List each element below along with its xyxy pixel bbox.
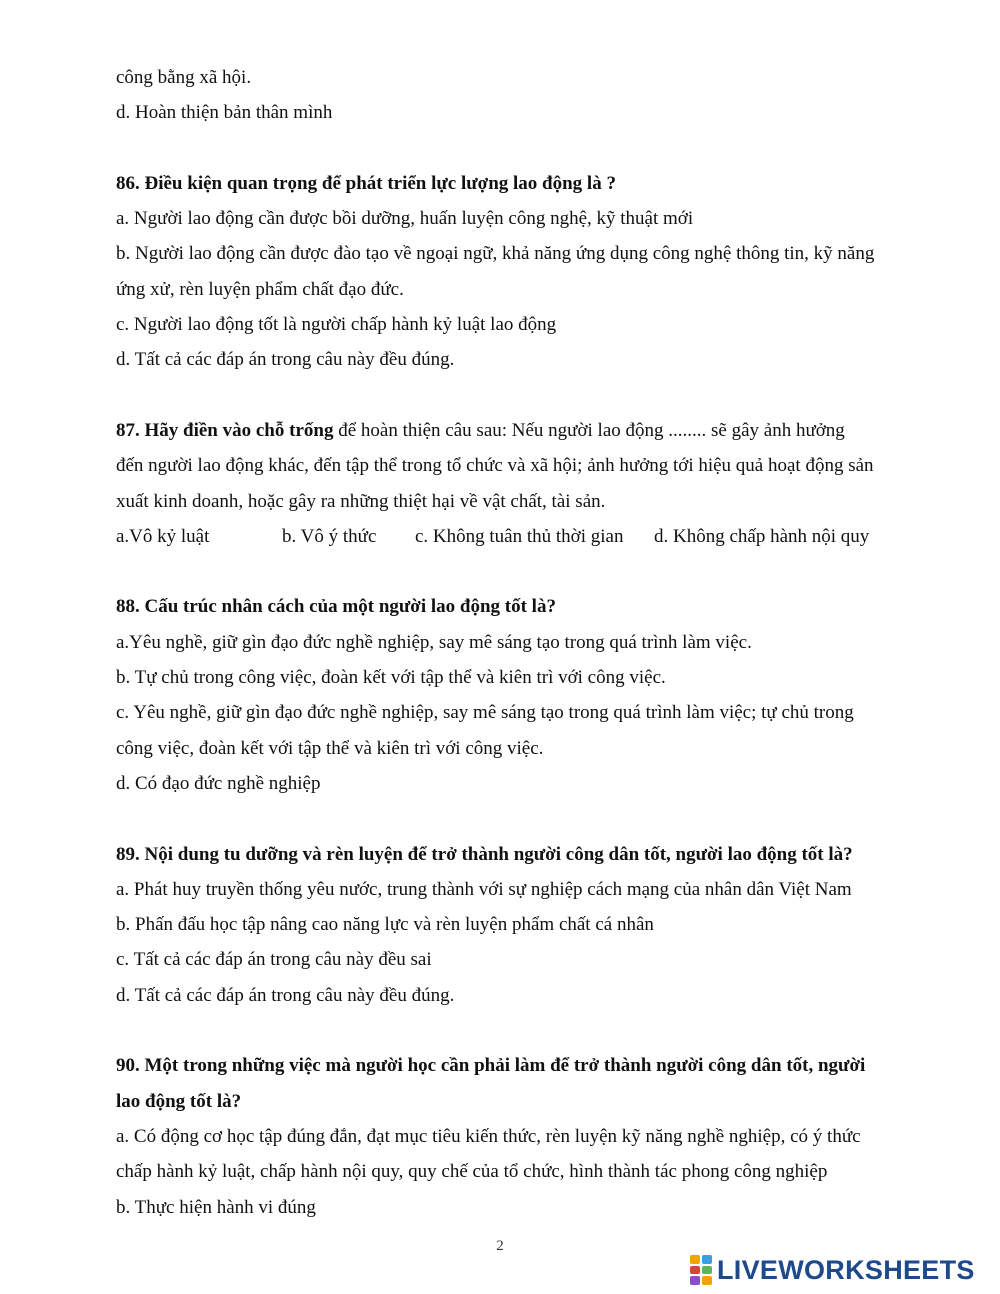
question-88-option-c-line-2: công việc, đoàn kết với tập thể và kiên trì với công việc. <box>116 737 544 759</box>
question-88-option-d: d. Có đạo đức nghề nghiệp <box>116 772 321 794</box>
intro-option-d: d. Hoàn thiện bản thân mình <box>116 102 333 124</box>
question-88-option-c-line-1: c. Yêu nghề, giữ gìn đạo đức nghề nghiệp, say mê sáng tạo trong quá trình làm việc; tự chủ trong <box>116 702 854 724</box>
question-89 <box>116 837 946 1013</box>
question-89-option-b: b. Phấn đấu học tập nâng cao năng lực và rèn luyện phẩm chất cá nhân <box>116 914 654 936</box>
question-87-title-rest: để hoàn thiện câu sau: Nếu người lao động ........ sẽ gây ảnh hưởng <box>333 419 845 441</box>
logo-square <box>702 1266 712 1275</box>
question-86-title: 86. Điều kiện quan trọng để phát triển lực lượng lao động là ? <box>116 172 616 194</box>
logo-square <box>690 1276 700 1285</box>
question-87-option-c: c. Không tuân thủ thời gian <box>415 525 624 547</box>
question-90-option-b: b. Thực hiện hành vi đúng <box>116 1196 316 1218</box>
question-88 <box>116 589 946 801</box>
question-86-option-a: a. Người lao động cần được bồi dưỡng, huấn luyện công nghệ, kỹ thuật mới <box>116 208 694 230</box>
question-89-option-a: a. Phát huy truyền thống yêu nước, trung thành với sự nghiệp cách mạng của nhân dân Việt Nam <box>116 878 852 900</box>
question-86-option-b-line-1: b. Người lao động cần được đào tạo về ngoại ngữ, khả năng ứng dụng công nghệ thông tin, kỹ năng <box>116 243 875 265</box>
intro-line-1: công bằng xã hội. <box>116 67 252 88</box>
question-86 <box>116 166 946 378</box>
question-87-title <box>116 413 946 448</box>
question-87-option-a: a.Vô kỷ luật <box>116 525 210 547</box>
page-number: 2 <box>496 1238 504 1254</box>
logo-square <box>702 1276 712 1285</box>
question-86-option-c: c. Người lao động tốt là người chấp hành kỷ luật lao động <box>116 314 557 336</box>
liveworksheets-logo-icon <box>690 1255 712 1285</box>
question-88-title: 88. Cấu trúc nhân cách của một người lao động tốt là? <box>116 596 556 618</box>
question-88-option-a: a.Yêu nghề, giữ gìn đạo đức nghề nghiệp, say mê sáng tạo trong quá trình làm việc. <box>116 631 752 653</box>
question-89-option-c: c. Tất cả các đáp án trong câu này đều sai <box>116 949 432 971</box>
question-87-option-b: b. Vô ý thức <box>282 525 377 547</box>
question-89-title: 89. Nội dung tu dưỡng và rèn luyện để trở thành người công dân tốt, người lao động tốt là? <box>116 843 853 865</box>
question-86-option-b-line-2: ứng xử, rèn luyện phẩm chất đạo đức. <box>116 278 404 300</box>
question-90-title-line-1: 90. Một trong những việc mà người học cần phải làm để trở thành người công dân tốt, người <box>116 1055 866 1077</box>
liveworksheets-logo[interactable] <box>690 1250 975 1290</box>
question-86-option-d: d. Tất cả các đáp án trong câu này đều đúng. <box>116 349 455 371</box>
question-90-option-a-line-2: chấp hành kỷ luật, chấp hành nội quy, quy chế của tổ chức, hình thành tác phong công nghiệp <box>116 1161 828 1183</box>
question-89-option-d: d. Tất cả các đáp án trong câu này đều đúng. <box>116 984 455 1006</box>
worksheet-page <box>116 60 946 1225</box>
question-87-option-d: d. Không chấp hành nội quy <box>654 525 870 547</box>
question-87-title-bold: 87. Hãy điền vào chỗ trống <box>116 419 334 441</box>
liveworksheets-logo-text: LIVEWORKSHEETS <box>717 1254 975 1285</box>
question-87-line-2: đến người lao động khác, đến tập thể trong tổ chức và xã hội; ảnh hưởng tới hiệu quả hoạt động sản <box>116 455 874 477</box>
logo-square <box>702 1255 712 1264</box>
question-90-title-line-2: lao động tốt là? <box>116 1090 242 1112</box>
question-87-line-3: xuất kinh doanh, hoặc gây ra những thiệt hại về vật chất, tài sản. <box>116 490 606 512</box>
logo-square <box>690 1255 700 1264</box>
question-90 <box>116 1048 946 1224</box>
question-87-options <box>116 519 946 554</box>
question-90-option-a-line-1: a. Có động cơ học tập đúng đắn, đạt mục tiêu kiến thức, rèn luyện kỹ năng nghề nghiệp, có ý thức <box>116 1125 861 1147</box>
question-88-option-b: b. Tự chủ trong công việc, đoàn kết với tập thể và kiên trì với công việc. <box>116 667 666 689</box>
question-87 <box>116 413 946 554</box>
logo-square <box>690 1266 700 1275</box>
